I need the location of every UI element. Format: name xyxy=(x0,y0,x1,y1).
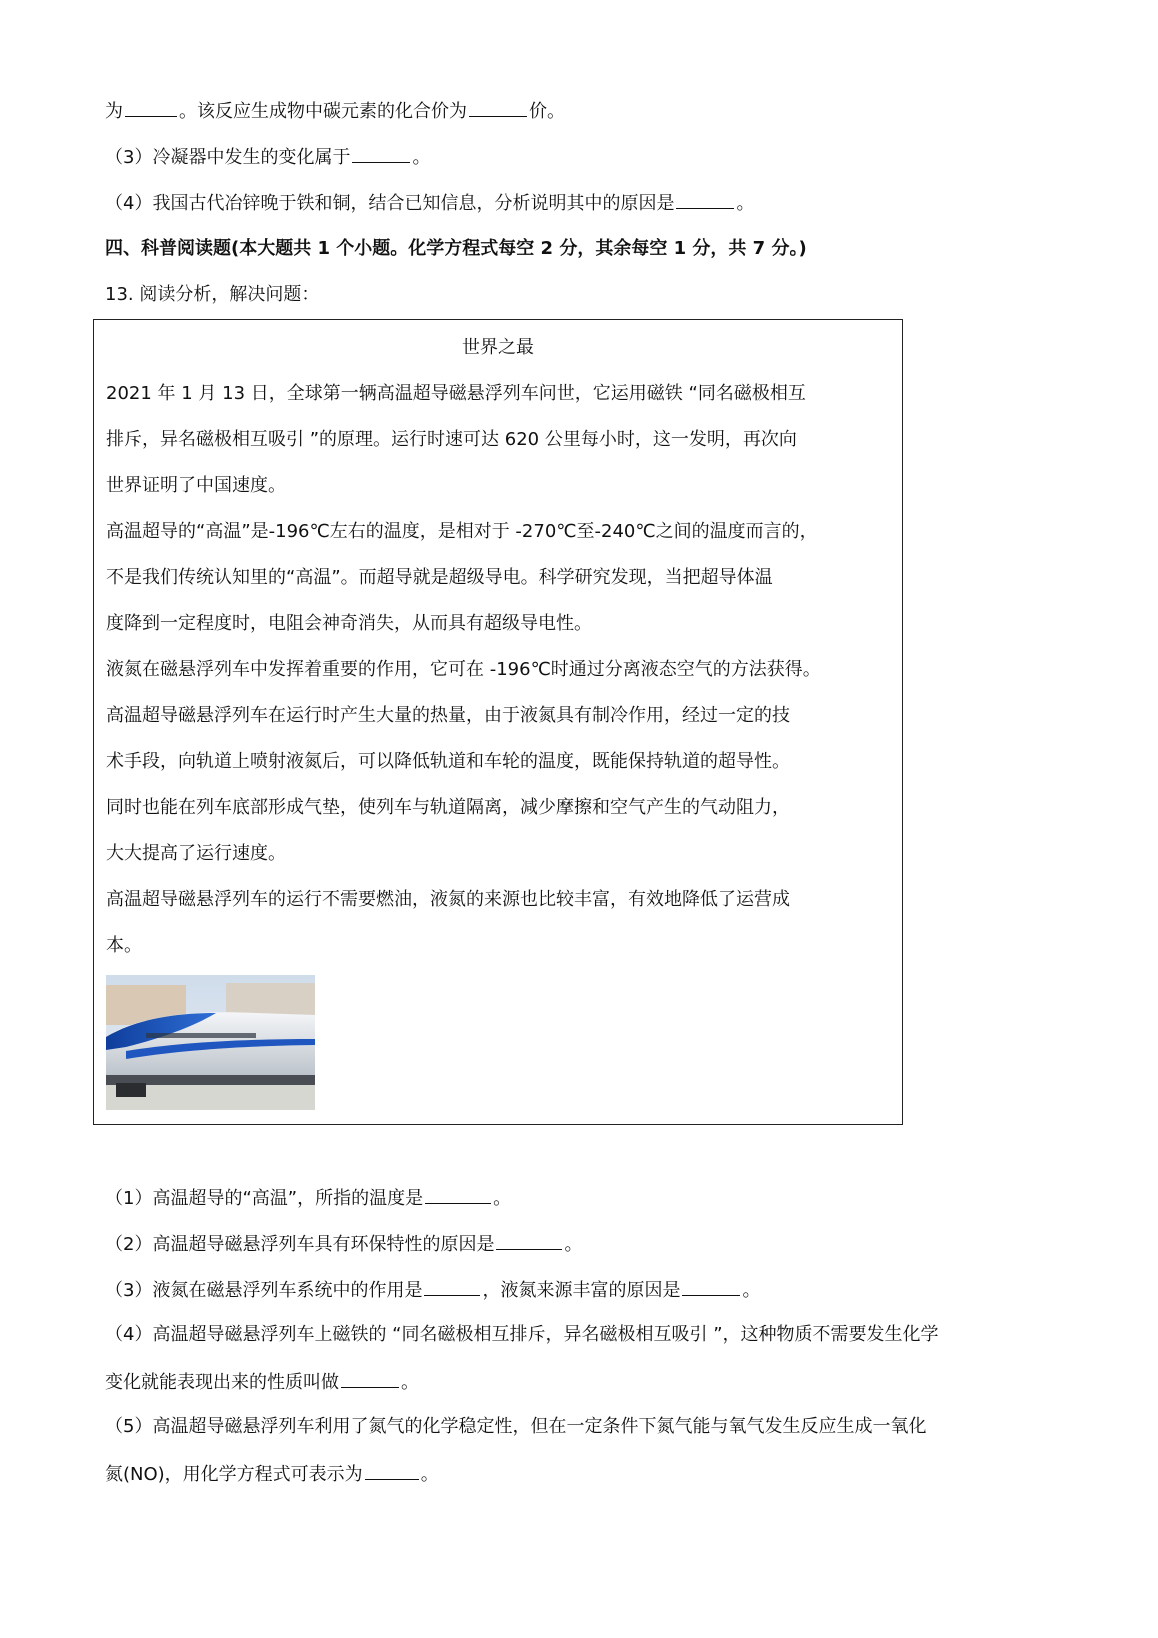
answer-blank[interactable] xyxy=(425,1185,491,1204)
text: （2）高温超导磁悬浮列车具有环保特性的原因是 xyxy=(105,1234,495,1255)
question-1 xyxy=(105,1185,511,1211)
article-box xyxy=(93,319,903,1125)
article-line: 2021 年 1 月 13 日，全球第一辆高温超导磁悬浮列车问世，它运用磁铁 “同名磁极相互 xyxy=(106,383,806,404)
text: 。 xyxy=(401,1372,419,1393)
top-question-3 xyxy=(105,144,430,170)
text: （4）我国古代冶锌晚于铁和铜，结合已知信息，分析说明其中的原因是 xyxy=(105,193,675,214)
article-line: 术手段，向轨道上喷射液氮后，可以降低轨道和车轮的温度，既能保持轨道的超导性。 xyxy=(106,751,790,772)
text: 价。 xyxy=(529,101,565,122)
section-title: 四、科普阅读题(本大题共 1 个小题。化学方程式每空 2 分，其余每空 1 分，共 7 分。) xyxy=(105,238,807,259)
article-title: 世界之最 xyxy=(462,337,534,358)
article-line: 不是我们传统认知里的“高温”。而超导就是超级导电。科学研究发现，当把超导体温 xyxy=(106,567,773,588)
question-4-line-2 xyxy=(105,1369,419,1395)
article-line: 高温超导磁悬浮列车的运行不需要燃油，液氮的来源也比较丰富，有效地降低了运营成 xyxy=(106,889,790,910)
question-3 xyxy=(105,1277,760,1303)
question-2 xyxy=(105,1231,582,1257)
text: 变化就能表现出来的性质叫做 xyxy=(105,1372,339,1393)
article-line: 排斥，异名磁极相互吸引 ”的原理。运行时速可达 620 公里每小时，这一发明，再次向 xyxy=(106,429,797,450)
text: 。 xyxy=(412,147,431,168)
answer-blank[interactable] xyxy=(676,190,734,209)
text: 。该反应生成物中碳元素的化合价为 xyxy=(179,101,467,122)
text: 为 xyxy=(105,101,123,122)
top-question-4 xyxy=(105,190,754,216)
article-line: 世界证明了中国速度。 xyxy=(106,475,286,496)
text: 。 xyxy=(564,1234,583,1255)
question-5-line-2 xyxy=(105,1461,439,1487)
answer-blank[interactable] xyxy=(469,98,527,117)
answer-blank[interactable] xyxy=(341,1369,399,1388)
answer-blank[interactable] xyxy=(365,1461,419,1480)
article-line: 同时也能在列车底部形成气垫，使列车与轨道隔离，减少摩擦和空气产生的气动阻力， xyxy=(106,797,790,818)
article-line: 高温超导磁悬浮列车在运行时产生大量的热量，由于液氮具有制冷作用，经过一定的技 xyxy=(106,705,790,726)
text: （1）高温超导的“高温”，所指的温度是 xyxy=(105,1188,424,1209)
text: 。 xyxy=(742,1280,761,1301)
question-4-line-1: （4）高温超导磁悬浮列车上磁铁的 “同名磁极相互排斥，异名磁极相互吸引 ”，这种物质不需要发生化学 xyxy=(105,1324,939,1345)
article-line: 度降到一定程度时，电阻会神奇消失，从而具有超级导电性。 xyxy=(106,613,592,634)
text: 。 xyxy=(420,1464,439,1485)
article-line: 本。 xyxy=(106,935,142,956)
text: （3）冷凝器中发生的变化属于 xyxy=(105,147,351,168)
article-line: 液氮在磁悬浮列车中发挥着重要的作用，它可在 -196℃时通过分离液态空气的方法获得。 xyxy=(106,659,821,680)
text: 氮(NO)，用化学方程式可表示为 xyxy=(105,1464,363,1485)
question-5-line-1: （5）高温超导磁悬浮列车利用了氮气的化学稳定性，但在一定条件下氮气能与氧气发生反应生成一氧化 xyxy=(105,1416,927,1437)
answer-blank[interactable] xyxy=(424,1277,480,1296)
answer-blank[interactable] xyxy=(125,98,177,117)
question-13-intro: 13. 阅读分析，解决问题： xyxy=(105,284,320,305)
text: （3）液氮在磁悬浮列车系统中的作用是 xyxy=(105,1280,423,1301)
maglev-train-photo xyxy=(106,975,315,1110)
article-line: 大大提高了运行速度。 xyxy=(106,843,286,864)
answer-blank[interactable] xyxy=(682,1277,740,1296)
article-line: 高温超导的“高温”是-196℃左右的温度，是相对于 -270℃至-240℃之间的温度而言的， xyxy=(106,521,818,542)
text: 。 xyxy=(736,193,755,214)
top-line-1 xyxy=(105,98,565,124)
text: 。 xyxy=(493,1188,512,1209)
text: ，液氮来源丰富的原因是 xyxy=(482,1280,681,1301)
answer-blank[interactable] xyxy=(352,144,410,163)
answer-blank[interactable] xyxy=(496,1231,562,1250)
